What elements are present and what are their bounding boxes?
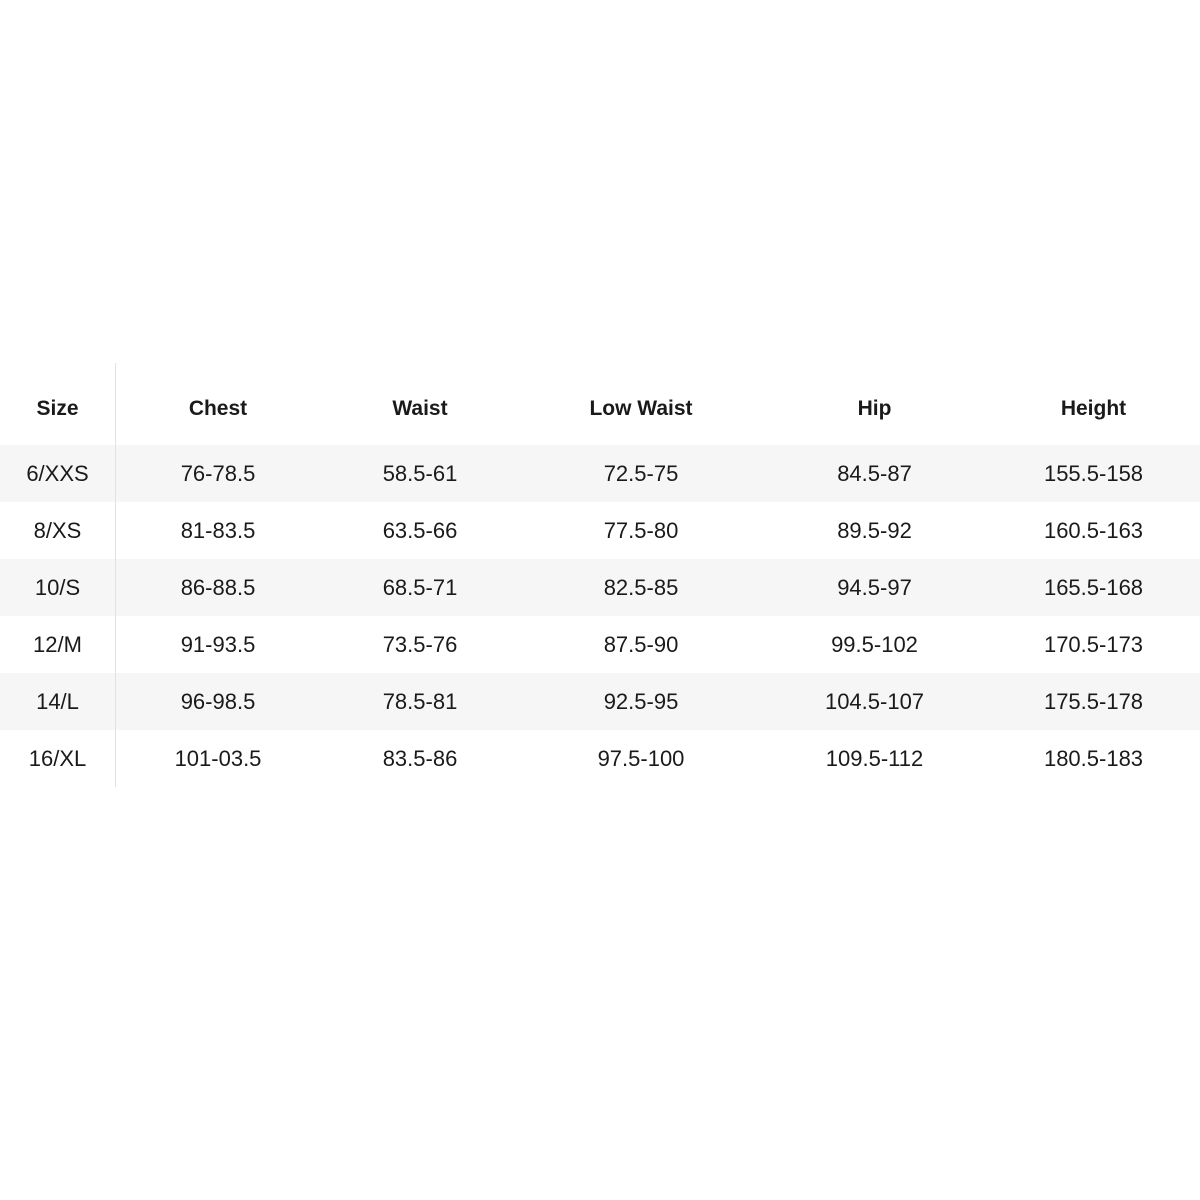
hip-cell: 99.5-102 [831, 632, 918, 657]
header-waist: Waist [392, 396, 448, 420]
chest-cell: 96-98.5 [180, 689, 256, 714]
low-waist-cell: 77.5-80 [603, 518, 679, 543]
low-waist-cell: 87.5-90 [603, 632, 679, 657]
header-height: Height [1060, 396, 1127, 420]
height-cell: 155.5-158 [1043, 461, 1144, 486]
table-row [0, 559, 1200, 616]
height-cell: 160.5-163 [1043, 518, 1144, 543]
hip-cell: 104.5-107 [824, 689, 925, 714]
table-row [0, 502, 1200, 559]
hip-cell: 89.5-92 [837, 518, 912, 543]
chest-cell: 101-03.5 [174, 746, 262, 771]
waist-cell: 63.5-66 [382, 518, 458, 543]
waist-cell: 73.5-76 [382, 632, 458, 657]
table-row [0, 445, 1200, 502]
waist-cell: 83.5-86 [382, 746, 458, 771]
low-waist-cell: 92.5-95 [603, 689, 679, 714]
size-chart-table [0, 363, 1200, 787]
table-row [0, 673, 1200, 730]
header-size: Size [0, 363, 116, 445]
size-cell: 14/L [0, 673, 116, 730]
waist-cell: 68.5-71 [382, 575, 458, 600]
table-row [0, 616, 1200, 673]
header-low-waist: Low Waist [589, 396, 693, 420]
height-cell: 180.5-183 [1043, 746, 1144, 771]
low-waist-cell: 97.5-100 [597, 746, 685, 771]
header-hip: Hip [857, 396, 892, 420]
chest-cell: 76-78.5 [180, 461, 256, 486]
chest-cell: 91-93.5 [180, 632, 256, 657]
height-cell: 175.5-178 [1043, 689, 1144, 714]
size-cell: 10/S [0, 559, 116, 616]
table-row [0, 730, 1200, 787]
chest-cell: 81-83.5 [180, 518, 256, 543]
hip-cell: 109.5-112 [825, 746, 924, 771]
size-cell: 6/XXS [0, 445, 116, 502]
waist-cell: 58.5-61 [382, 461, 458, 486]
header-chest: Chest [188, 396, 248, 420]
size-cell: 16/XL [0, 730, 116, 787]
waist-cell: 78.5-81 [382, 689, 458, 714]
chest-cell: 86-88.5 [180, 575, 256, 600]
size-cell: 12/M [0, 616, 116, 673]
low-waist-cell: 82.5-85 [603, 575, 679, 600]
height-cell: 170.5-173 [1043, 632, 1144, 657]
hip-cell: 94.5-97 [837, 575, 912, 600]
hip-cell: 84.5-87 [837, 461, 912, 486]
low-waist-cell: 72.5-75 [603, 461, 679, 486]
height-cell: 165.5-168 [1043, 575, 1144, 600]
size-cell: 8/XS [0, 502, 116, 559]
table-header-row [0, 363, 1200, 445]
